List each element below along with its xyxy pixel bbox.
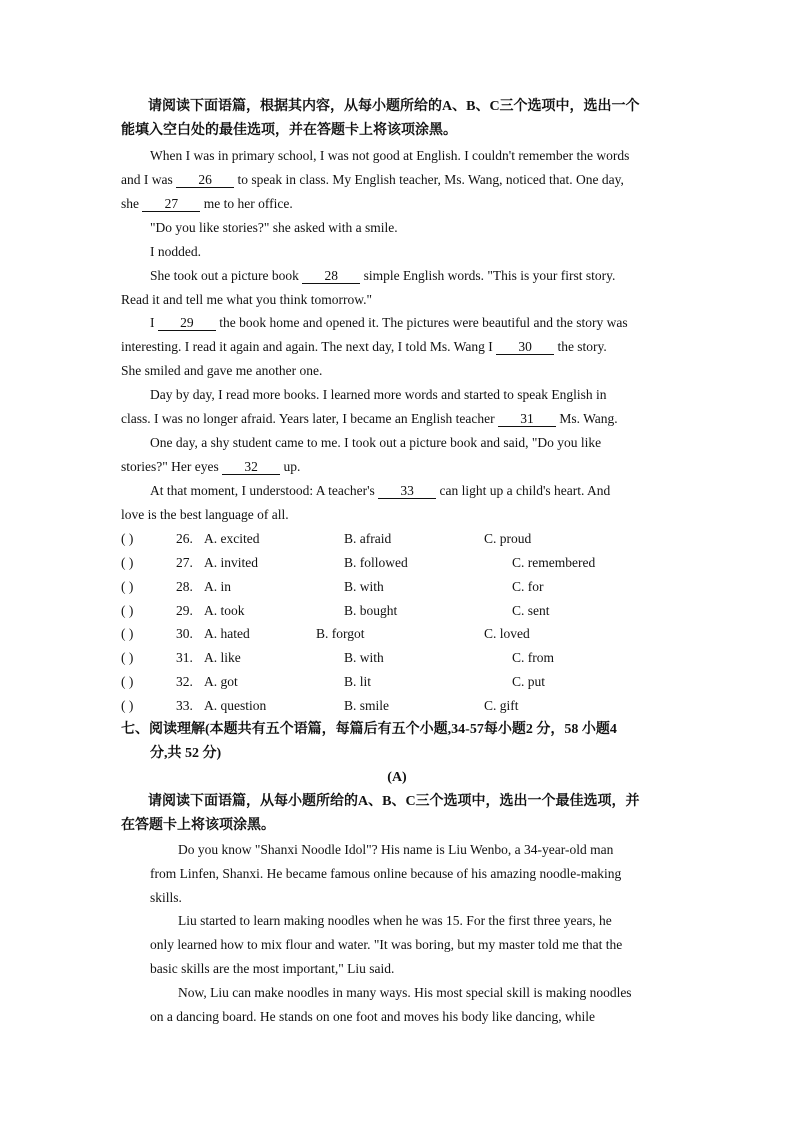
question-number: 31.: [176, 650, 193, 665]
passage-line: I 29 the book home and opened it. The pictures were beautiful and the story was: [150, 315, 628, 330]
option-a[interactable]: A. excited: [204, 531, 260, 546]
option-c[interactable]: C. proud: [484, 531, 532, 546]
section-heading: 分,共 52 分): [150, 746, 222, 761]
option-b[interactable]: B. bought: [344, 603, 398, 618]
answer-paren[interactable]: ( ): [121, 579, 134, 594]
passage-line: When I was in primary school, I was not good at English. I couldn't remember the words: [150, 148, 630, 163]
option-a[interactable]: A. question: [204, 698, 267, 713]
answer-paren[interactable]: ( ): [121, 626, 134, 641]
answer-paren[interactable]: ( ): [121, 650, 134, 665]
instruction-line: 能填入空白处的最佳选项，并在答题卡上将该项涂黑。: [121, 123, 457, 138]
question-number: 29.: [176, 603, 193, 618]
passage-a-line: Do you know "Shanxi Noodle Idol"? His name is Liu Wenbo, a 34-year-old man: [178, 842, 614, 857]
passage-a-line: basic skills are the most important," Liu said.: [150, 961, 395, 976]
instruction-line: 请阅读下面语篇，根据其内容，从每小题所给的A、B、C三个选项中，选出一个: [148, 99, 640, 114]
passage-line: class. I was no longer afraid. Years later, I became an English teacher 31 Ms. Wang.: [121, 411, 618, 426]
passage-line: At that moment, I understood: A teacher's 33 can light up a child's heart. And: [150, 483, 611, 498]
passage-a-line: from Linfen, Shanxi. He became famous online because of his amazing noodle-making: [150, 866, 622, 881]
passage-line: I nodded.: [150, 244, 201, 259]
question-number: 28.: [176, 579, 193, 594]
passage-a-line: on a dancing board. He stands on one foot and moves his body like dancing, while: [150, 1009, 596, 1024]
option-c[interactable]: C. remembered: [512, 555, 596, 570]
passage-line: Read it and tell me what you think tomorrow.": [121, 292, 372, 307]
blank-31[interactable]: 31: [498, 411, 556, 427]
passage-line: and I was 26 to speak in class. My English teacher, Ms. Wang, noticed that. One day,: [121, 172, 624, 187]
passage-line: interesting. I read it again and again. The next day, I told Ms. Wang I 30 the story.: [121, 339, 607, 354]
passage-line: She took out a picture book 28 simple English words. "This is your first story.: [150, 268, 616, 283]
section-heading: 七、阅读理解(本题共有五个语篇，每篇后有五个小题,34-57每小题2 分，58 小题4: [121, 722, 617, 737]
blank-26[interactable]: 26: [176, 172, 234, 188]
option-a[interactable]: A. hated: [204, 626, 250, 641]
instruction-line: 在答题卡上将该项涂黑。: [121, 818, 275, 833]
passage-a-title: (A): [387, 770, 407, 785]
option-a[interactable]: A. got: [204, 674, 238, 689]
option-b[interactable]: B. with: [344, 579, 384, 594]
blank-28[interactable]: 28: [302, 268, 360, 284]
passage-line: stories?" Her eyes 32 up.: [121, 459, 301, 474]
blank-30[interactable]: 30: [496, 339, 554, 355]
answer-paren[interactable]: ( ): [121, 674, 134, 689]
option-c[interactable]: C. gift: [484, 698, 519, 713]
option-c[interactable]: C. from: [512, 650, 554, 665]
passage-a-line: skills.: [150, 890, 182, 905]
option-a[interactable]: A. took: [204, 603, 245, 618]
answer-paren[interactable]: ( ): [121, 698, 134, 713]
option-b[interactable]: B. forgot: [316, 626, 365, 641]
question-number: 27.: [176, 555, 193, 570]
passage-line: "Do you like stories?" she asked with a smile.: [150, 220, 398, 235]
passage-line: Day by day, I read more books. I learned more words and started to speak English in: [150, 387, 607, 402]
question-number: 32.: [176, 674, 193, 689]
instruction-line: 请阅读下面语篇，从每小题所给的A、B、C三个选项中，选出一个最佳选项，并: [148, 794, 640, 809]
option-b[interactable]: B. smile: [344, 698, 390, 713]
option-a[interactable]: A. invited: [204, 555, 258, 570]
blank-33[interactable]: 33: [378, 483, 436, 499]
passage-a-line: only learned how to mix flour and water. "It was boring, but my master told me that the: [150, 937, 623, 952]
option-c[interactable]: C. for: [512, 579, 544, 594]
blank-32[interactable]: 32: [222, 459, 280, 475]
option-b[interactable]: B. lit: [344, 674, 372, 689]
option-b[interactable]: B. afraid: [344, 531, 392, 546]
answer-paren[interactable]: ( ): [121, 555, 134, 570]
passage-line: She smiled and gave me another one.: [121, 363, 323, 378]
question-number: 26.: [176, 531, 193, 546]
option-c[interactable]: C. put: [512, 674, 546, 689]
passage-line: love is the best language of all.: [121, 507, 289, 522]
answer-paren[interactable]: ( ): [121, 603, 134, 618]
answer-paren[interactable]: ( ): [121, 531, 134, 546]
option-a[interactable]: A. in: [204, 579, 231, 594]
option-a[interactable]: A. like: [204, 650, 241, 665]
option-c[interactable]: C. loved: [484, 626, 530, 641]
passage-a-line: Liu started to learn making noodles when he was 15. For the first three years, he: [178, 913, 612, 928]
passage-a-line: Now, Liu can make noodles in many ways. His most special skill is making noodles: [178, 985, 632, 1000]
blank-27[interactable]: 27: [142, 196, 200, 212]
option-b[interactable]: B. followed: [344, 555, 408, 570]
option-c[interactable]: C. sent: [512, 603, 550, 618]
blank-29[interactable]: 29: [158, 315, 216, 331]
question-number: 33.: [176, 698, 193, 713]
passage-line: One day, a shy student came to me. I took out a picture book and said, "Do you like: [150, 435, 602, 450]
question-number: 30.: [176, 626, 193, 641]
option-b[interactable]: B. with: [344, 650, 384, 665]
passage-line: she 27 me to her office.: [121, 196, 293, 211]
